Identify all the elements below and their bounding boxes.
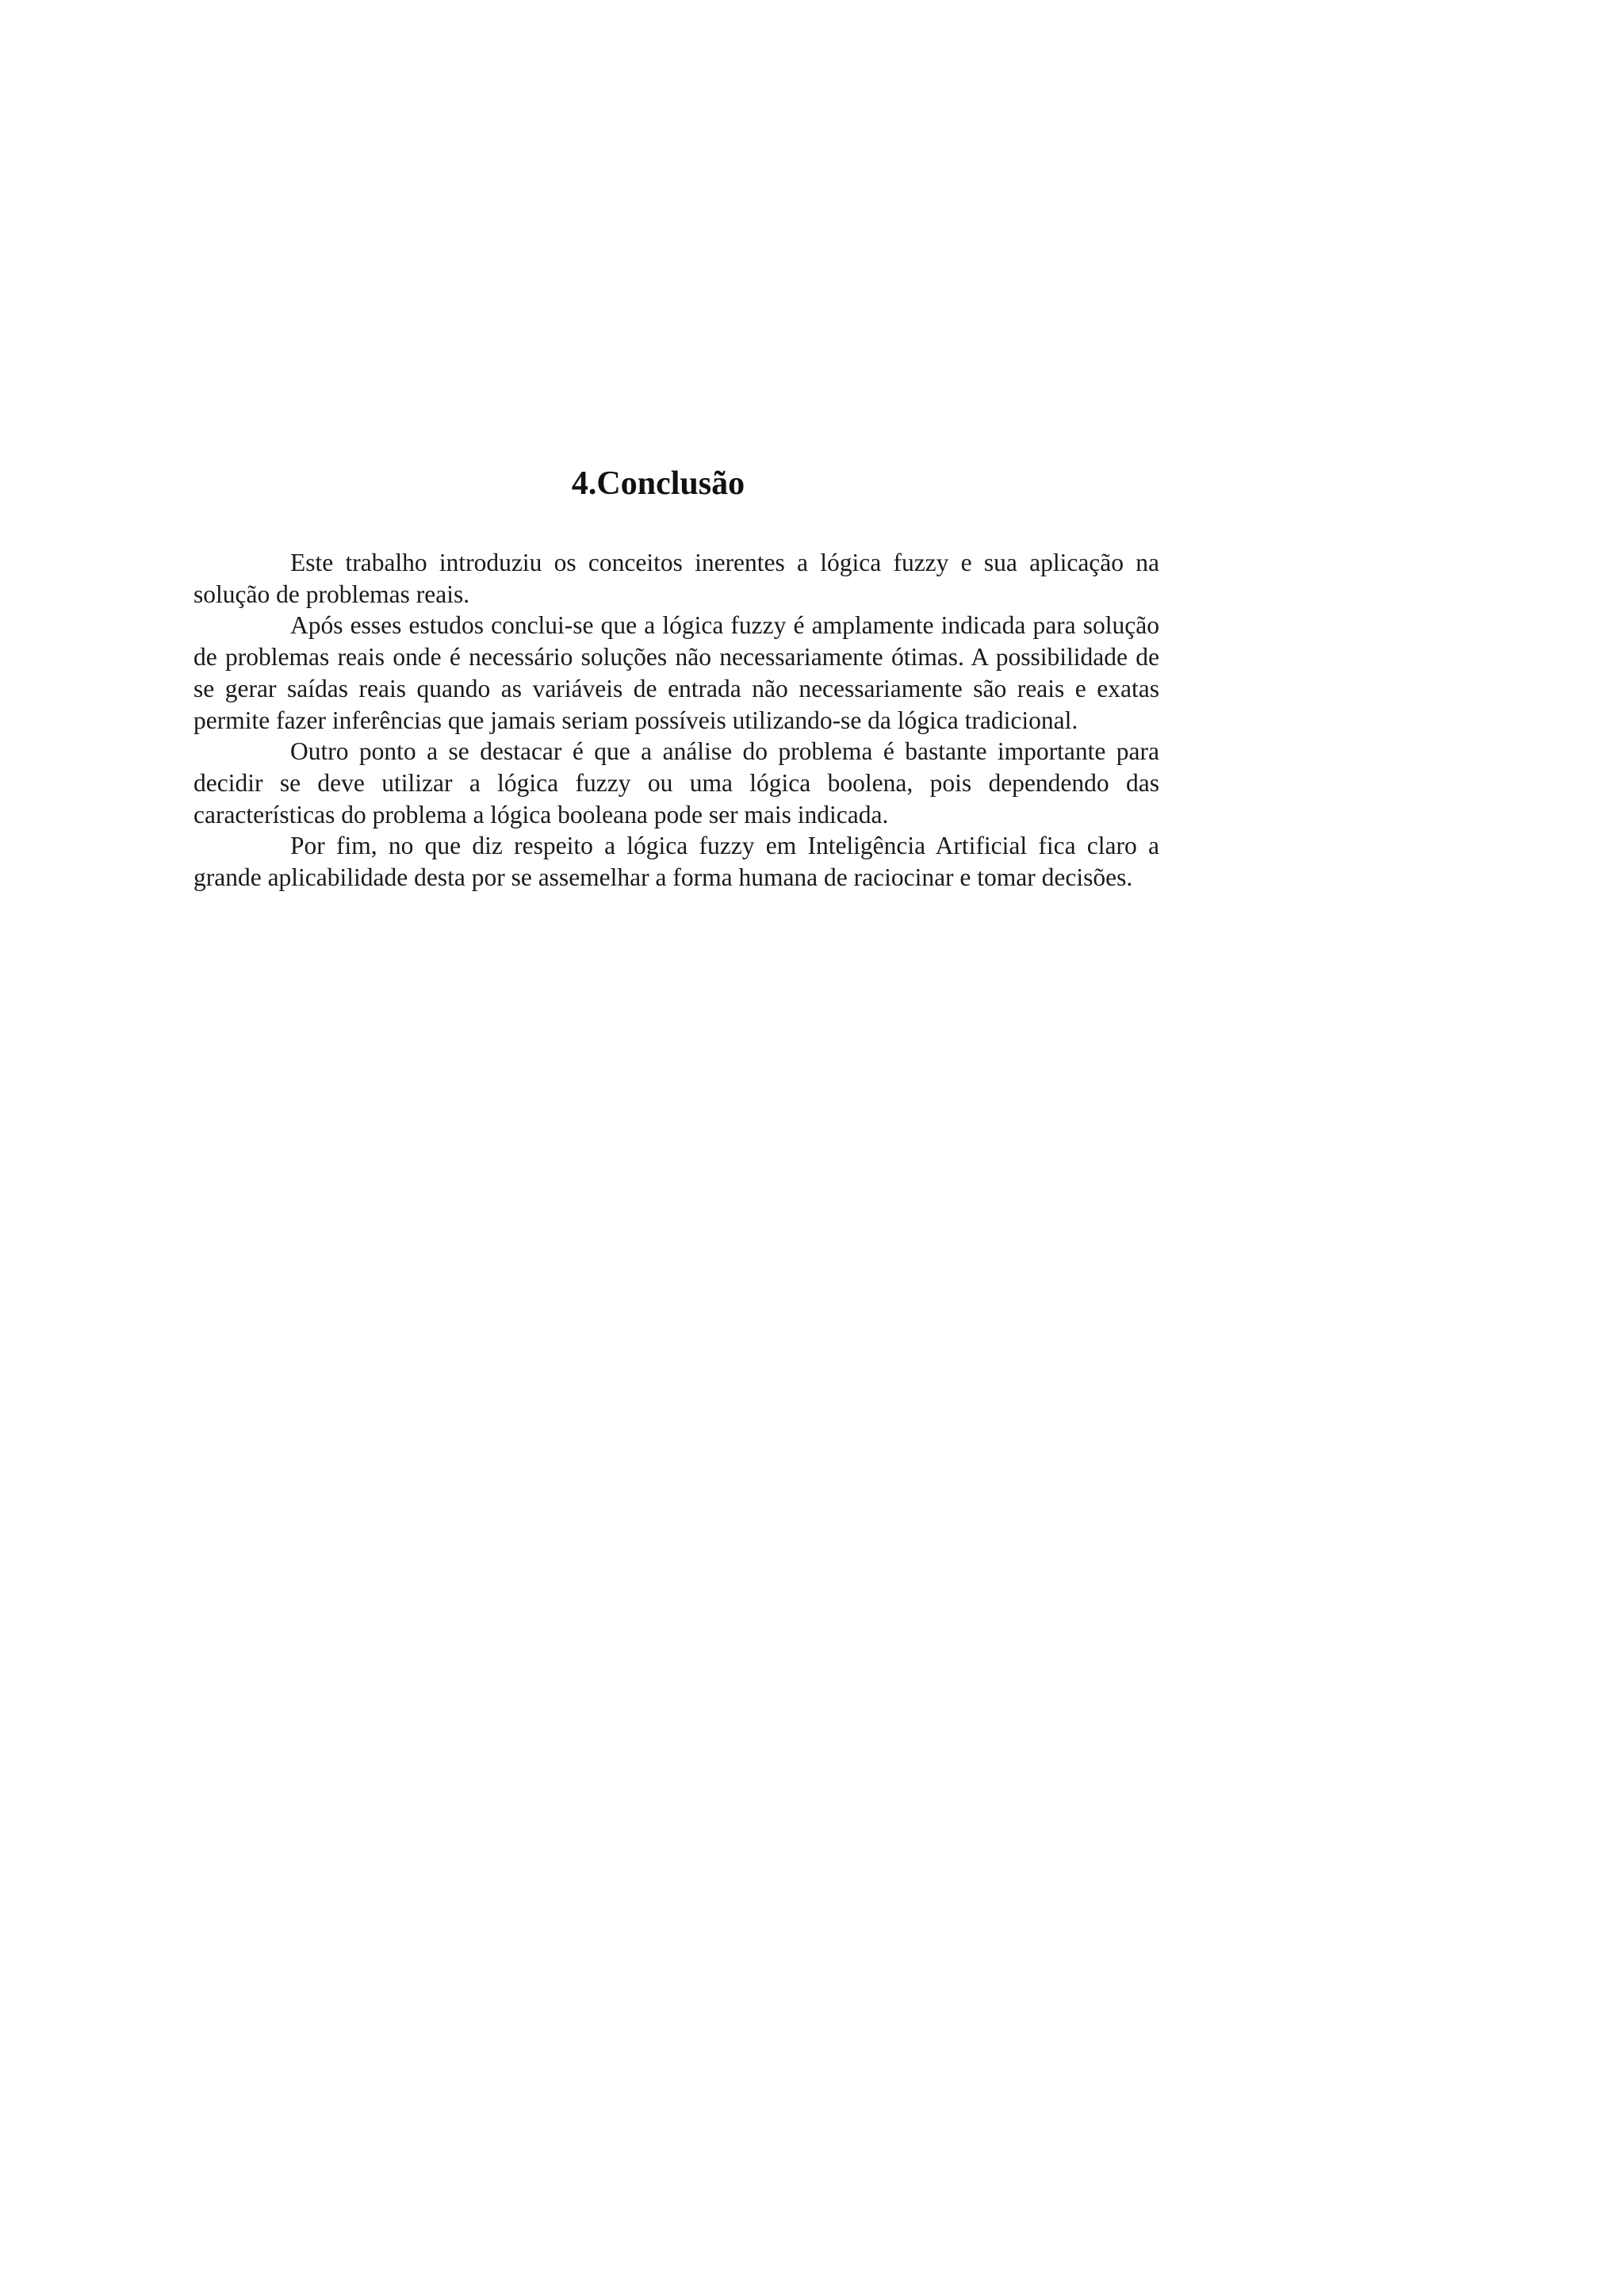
section-heading: 4.Conclusão	[571, 465, 745, 502]
paragraph-3: Outro ponto a se destacar é que a análise do problema é bastante importante para decidir se deve utilizar a lógica fuzzy ou uma lógica boolena, pois dependendo das características do problema a lógica booleana pode ser mais indicada.	[193, 737, 1159, 828]
paragraph-4: Por fim, no que diz respeito a lógica fuzzy em Inteligência Artificial fica claro a grande aplicabilidade desta por se assemelhar a forma humana de raciocinar e tomar decisões.	[193, 832, 1159, 892]
paragraph-2: Após esses estudos conclui-se que a lógica fuzzy é amplamente indicada para solução de problemas reais onde é necessário soluções não necessariamente ótimas. A possibilidade de se gerar saídas reais quando as variáveis de entrada não necessariamente são reais e exatas permite fazer inferências que jamais seriam possíveis utilizando-se da lógica tradicional.	[193, 611, 1159, 734]
section-body	[193, 547, 1159, 894]
paragraph-1: Este trabalho introduziu os conceitos inerentes a lógica fuzzy e sua aplicação na solução de problemas reais.	[193, 549, 1159, 608]
